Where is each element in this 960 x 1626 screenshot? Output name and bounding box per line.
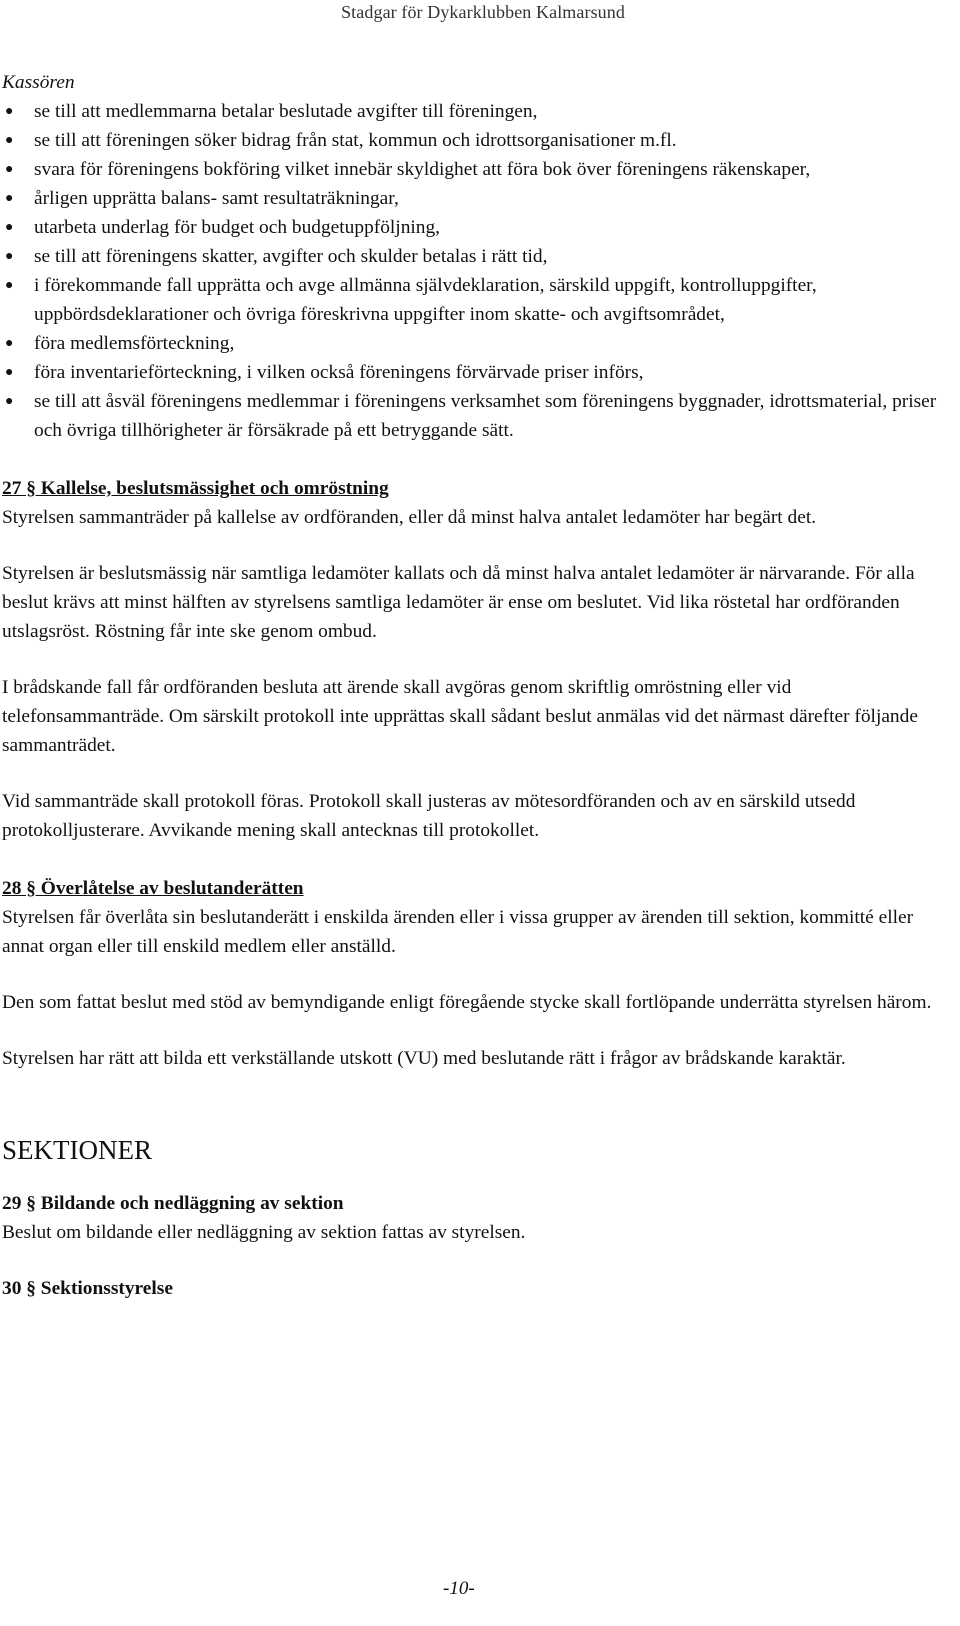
list-item: ● svara för föreningens bokföring vilket innebär skyldighet att föra bok över föreningens räkenskaper, bbox=[2, 155, 937, 184]
list-item: ● föra inventarieförteckning, i vilken också föreningens förvärvade priser införs, bbox=[2, 358, 937, 387]
list-item: ● se till att föreningens skatter, avgifter och skulder betalas i rätt tid, bbox=[2, 242, 937, 271]
list-item: ● utarbeta underlag för budget och budgetuppföljning, bbox=[2, 213, 937, 242]
section-28-paragraph-2: Den som fattat beslut med stöd av bemyndigande enligt föregående stycke skall fortlöpande underrätta styrelsen härom. bbox=[2, 992, 932, 1013]
bullet-icon: ● bbox=[5, 191, 14, 206]
kassoren-duties-list bbox=[2, 97, 937, 445]
section-27-paragraph-3: I brådskande fall får ordföranden besluta att ärende skall avgöras genom skriftlig omröstning eller vid telefonsammanträde. Om särskilt protokoll inte upprättas skall sådant beslut anmälas vid det närmast därefter följande sammanträdet. bbox=[2, 677, 918, 756]
list-item: ● i förekommande fall upprätta och avge allmänna självdeklaration, särskild uppgift, kontrolluppgifter, uppbördsdeklarationer och övriga föreskrivna uppgifter inom skatte- och avgiftsområdet, bbox=[2, 271, 937, 329]
bullet-icon: ● bbox=[5, 162, 14, 177]
list-item: ● se till att åsväl föreningens medlemmar i föreningens verksamhet som föreningens byggnader, idrottsmaterial, priser och övriga tillhörigheter är försäkrade på ett betryggande sätt. bbox=[2, 387, 937, 445]
list-item: ● se till att medlemmarna betalar beslutade avgifter till föreningen, bbox=[2, 97, 937, 126]
list-item: ● årligen upprätta balans- samt resultaträkningar, bbox=[2, 184, 937, 213]
section-27-heading: 27 § Kallelse, beslutsmässighet och omröstning bbox=[2, 478, 389, 499]
list-item: ● föra medlemsförteckning, bbox=[2, 329, 937, 358]
document-body bbox=[2, 68, 937, 1303]
bullet-icon: ● bbox=[5, 249, 14, 264]
section-27-paragraph-2: Styrelsen är beslutsmässig när samtliga ledamöter kallats och då minst halva antalet ledamöter är närvarande. För alla beslut krävs att minst hälften av styrelsens samtliga ledamöter är ense om beslutet. Vid lika röstetal har ordföranden utslagsröst. Röstning får inte ske genom ombud. bbox=[2, 563, 915, 642]
bullet-icon: ● bbox=[5, 336, 14, 351]
bullet-icon: ● bbox=[5, 104, 14, 119]
bullet-icon: ● bbox=[5, 133, 14, 148]
section-29-paragraph-1: Beslut om bildande eller nedläggning av sektion fattas av styrelsen. bbox=[2, 1222, 526, 1243]
bullet-icon: ● bbox=[5, 394, 14, 409]
bullet-icon: ● bbox=[5, 278, 14, 293]
list-item: ● se till att föreningen söker bidrag från stat, kommun och idrottsorganisationer m.fl. bbox=[2, 126, 937, 155]
kassoren-title: Kassören bbox=[2, 72, 75, 93]
section-27-paragraph-4: Vid sammanträde skall protokoll föras. Protokoll skall justeras av mötesordföranden och av en särskild utsedd protokolljusterare. Avvikande mening skall antecknas till protokollet. bbox=[2, 791, 856, 841]
section-28-paragraph-3: Styrelsen har rätt att bilda ett verkställande utskott (VU) med beslutande rätt i frågor av brådskande karaktär. bbox=[2, 1048, 846, 1069]
bullet-icon: ● bbox=[5, 365, 14, 380]
section-27-paragraph-1: Styrelsen sammanträder på kallelse av ordföranden, eller då minst halva antalet ledamöter har begärt det. bbox=[2, 507, 817, 528]
section-30-heading: 30 § Sektionsstyrelse bbox=[2, 1278, 173, 1299]
page-number: -10- bbox=[443, 1578, 475, 1599]
bullet-icon: ● bbox=[5, 220, 14, 235]
running-header: Stadgar för Dykarklubben Kalmarsund bbox=[341, 2, 625, 22]
section-29-heading: 29 § Bildande och nedläggning av sektion bbox=[2, 1193, 344, 1214]
section-28-paragraph-1: Styrelsen får överlåta sin beslutanderätt i enskilda ärenden eller i vissa grupper av ärenden till sektion, kommitté eller annat organ eller till enskild medlem eller anställd. bbox=[2, 907, 914, 957]
section-28-heading: 28 § Överlåtelse av beslutanderätten bbox=[2, 878, 304, 899]
part-heading-sektioner: SEKTIONER bbox=[2, 1135, 152, 1165]
